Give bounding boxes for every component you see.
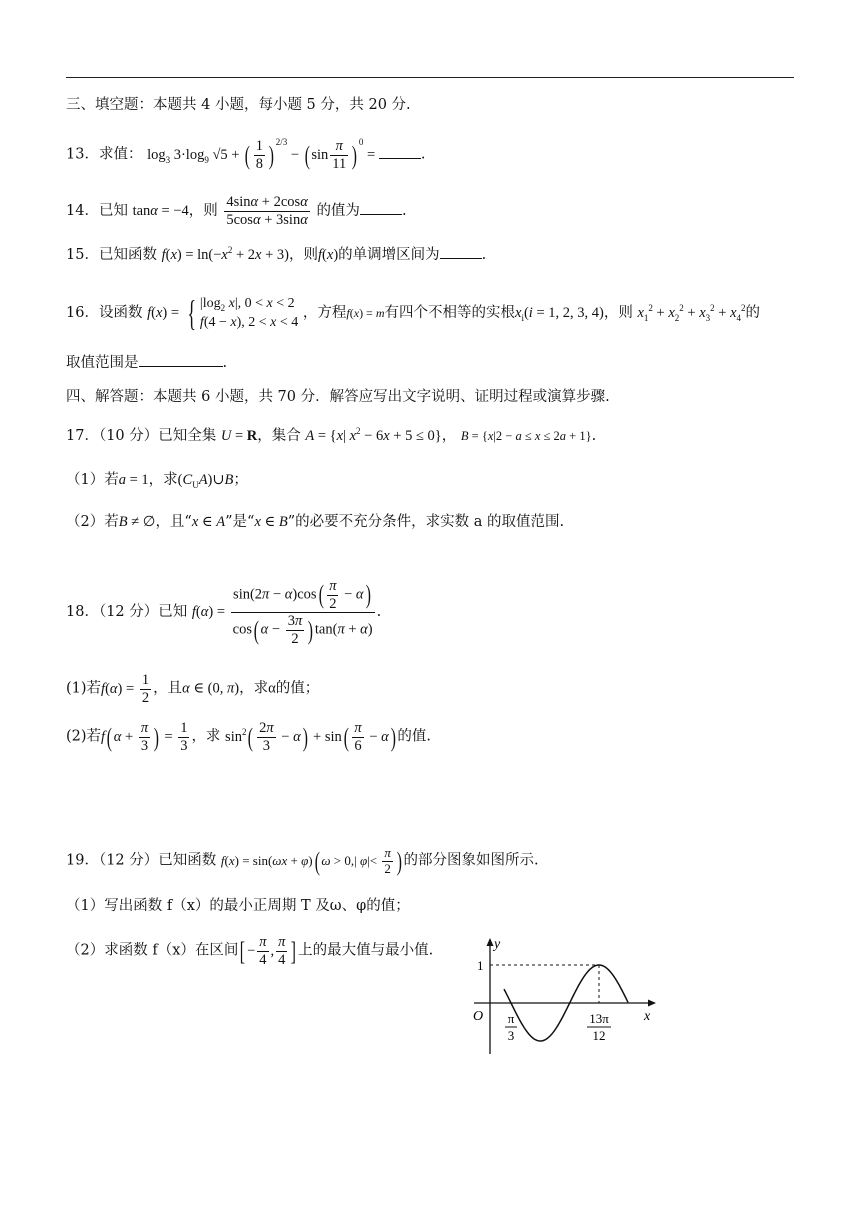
question-19-part-1: （1）写出函数 f（x）的最小正周期 T 及ω、φ的值；: [66, 898, 410, 914]
question-17-part-1: （1）若a = 1，求$(C_UA)\cup B$；: [66, 472, 248, 490]
q17-set-a: A = {x| $x^2 - 6x + 5 \le 0$}: [305, 426, 442, 444]
question-14: 14．已知 tanα = −4，则 $\frac{4\sin\alpha + 2\cos\alpha}{5\cos\alpha + 3\sin\alpha}$ 的值为 .: [66, 194, 407, 228]
q18-function: f(α) = sin(2π − α)cos( $\frac{\pi}{2}$ − α) cos( α − $\frac{3\pi}{2}$ ) tan(π + α): [191, 578, 373, 648]
x-tick-13pi12-num: 13π: [589, 1011, 609, 1026]
question-16-line2: 取值范围是 .: [66, 355, 228, 371]
question-18-part-1: (1)若f(α) = $\frac{1}{2}$ ，且α ∈ (0, π)，求α的值；: [66, 672, 320, 706]
question-18: 18．（12 分）已知 f(α) = sin(2π − α)cos( $\frac{\pi}{2}$ − α) cos( α − $\frac{3\pi}{2}$ ) tan(π + α) .: [66, 578, 382, 648]
question-19-part-2: （2）求函数 f（x）在区间[ − $\frac{\pi}{4}$ , $\frac{\pi}{4}$ ] 上的最大值与最小值.: [66, 934, 434, 968]
origin-label: O: [473, 1009, 484, 1024]
question-17: 17．（10 分）已知全集 U = R，集合 A = {x| $x^2 - 6x + 5 \le 0$}， B = {x|2 − a ≤ x ≤ 2a + 1}.: [66, 426, 597, 444]
q16-sum: $x_1^2 + x_2^2 + x_3^2 + x_4^2$: [637, 303, 746, 323]
x-tick-pi3-den: 3: [507, 1028, 515, 1043]
question-13: 13．求值： $\log_3 3\cdot\log_9$ √5 + ( $\frac{1}{8}$ ) $^{2/3}$ − ( sin $\frac{\pi}{11}$ ) $^0$ = .: [66, 136, 426, 172]
sine-graph: [462, 932, 662, 1057]
question-15: 15．已知函数 $f(x) = \ln(-x^2 + 2x + 3)$，则f(x)的单调增区间为 .: [66, 245, 487, 263]
x-axis-label: x: [644, 1009, 651, 1024]
x-tick-pi3-num: π: [507, 1011, 515, 1026]
q18-expression: $\sin^2$( $\frac{2\pi}{3}$ − α) + sin( $\frac{\pi}{6}$ − α): [225, 720, 396, 754]
y-axis-label: y: [494, 937, 501, 952]
x-tick-13pi12-den: 12: [592, 1028, 606, 1043]
header-rule: [66, 77, 794, 78]
q13-answer-blank[interactable]: [379, 157, 421, 159]
q15-function: $f(x) = \ln(-x^2 + 2x + 3)$: [161, 245, 289, 263]
q16-piecewise: f(x) = { $|\log_2$ x|, 0 < x < 2 f(4 − x), 2 < x < 4: [147, 293, 299, 333]
q15-answer-blank[interactable]: [440, 257, 482, 259]
y-tick-label: 1: [477, 958, 484, 973]
q16-answer-blank[interactable]: [139, 365, 223, 367]
question-19: 19．（12 分）已知函数 f(x) = sin(ωx + φ)( ω > 0,| φ|< $\frac{\pi}{2}$ ) 的部分图象如图所示.: [66, 845, 539, 877]
question-16: 16．设函数 f(x) = { $|\log_2$ x|, 0 < x < 2 f(4 − x), 2 < x < 4 ，方程f(x) = m有四个不相等的实根$x_i(i = 1$, 2, 3, 4)，则 $x_1^2 + x_2^2 + x_3^2 + x_4^2$的: [66, 293, 761, 333]
q14-answer-blank[interactable]: [360, 213, 402, 215]
question-17-part-2: （2）若B ≠ ∅，且“x ∈ A”是“x ∈ B”的必要不充分条件，求实数 a 的取值范围.: [66, 514, 565, 530]
question-18-part-2: (2)若f( α + $\frac{\pi}{3}$ ) = $\frac{1}{3}$ ，求 $\sin^2$( $\frac{2\pi}{3}$ − α) + sin( $\frac{\pi}{6}$ − α) 的值.: [66, 720, 432, 754]
q19-function: f(x) = sin(ωx + φ)( ω > 0,| φ|< $\frac{\pi}{2}$ ): [220, 845, 402, 877]
section-4-header: 四、解答题：本题共 6 小题，共 70 分．解答应写出文字说明、证明过程或演算步骤.: [66, 389, 610, 405]
q14-condition: tanα = −4: [132, 203, 189, 220]
q14-fraction: $\frac{4\sin\alpha + 2\cos\alpha}{5\cos\alpha + 3\sin\alpha}$: [226, 194, 308, 228]
y-axis-arrow: [487, 938, 494, 946]
section-3-header: 三、填空题：本题共 4 小题，每小题 5 分，共 20 分.: [66, 97, 411, 113]
q17-set-b: B = {x|2 − a ≤ x ≤ 2a + 1}: [460, 429, 592, 443]
x-axis-arrow: [648, 1000, 656, 1007]
q13-expression: $\log_3 3\cdot\log_9$ √5 + ( $\frac{1}{8}$ ) $^{2/3}$ − ( sin $\frac{\pi}{11}$ ) $^0$ =: [147, 136, 379, 172]
